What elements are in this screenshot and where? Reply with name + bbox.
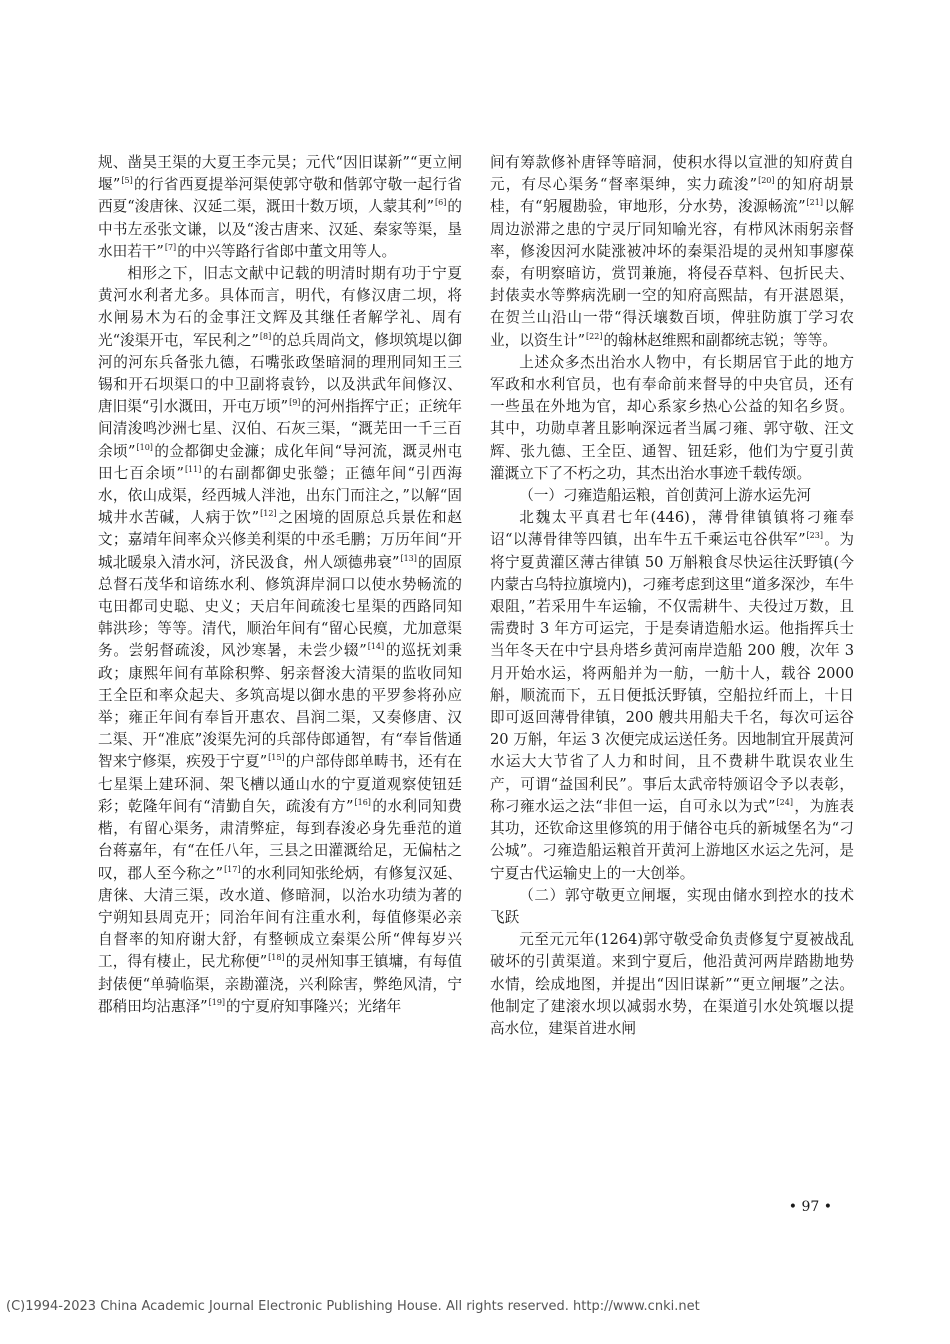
text-run: 规、凿昊王渠的大夏王李元昊；元代“因旧谋新”“更立闸堰” xyxy=(98,154,462,194)
text-run: 。为将宁夏黄灌区薄古律镇 50 万斛粮食尽快运往沃野镇(今内蒙古乌特拉旗境内)，刁雍考虑到这里“道多深沙，车牛艰阻，”若采用牛车运输，不仅需耕牛、夫役过万数，且需费时 3 年方可运完，于是奏请造船水运。他指挥兵士当年冬天在中宁县舟塔乡黄河南岸造船 200 艘，次年 3 月开始水运，将两船并为一舫，一舫十人，载谷 2000 斛，顺流而下，五日便抵沃野镇，空船拉纤而上，十日即可返回薄骨律镇，200 艘共用船夫千名，每次可运谷 20 万斛，年运 3 次便完成运送任务。因地制宜开展黄河水运大大节省了人力和时间，且不费耕牛耽误农业生产，可谓“益国利民”。事后太武帝特颁诏令予以表彰，称刁雍水运之法“非但一运，自可永以为式” xyxy=(490,531,854,815)
left-column xyxy=(98,152,462,1018)
text-run: 的水利同知费楷，有留心渠务，肃清弊症，每到春浚必身先垂范的道台蒋嘉年，有“在任八年，三县之田灌溉给足，无偏枯之叹，郡人至今称之” xyxy=(98,797,462,882)
text-run: 的户部侍郎单畴书，还有在七星渠上建环洞、架飞槽以通山水的宁夏道观察使钮廷彩；乾隆年间有“清勤自矢，疏浚有方” xyxy=(98,753,462,815)
page-number: • 97 • xyxy=(788,1199,832,1215)
section-heading: （一）刁雍造船运粮，首创黄河上游水运先河 xyxy=(519,487,812,505)
citation-ref: [20] xyxy=(758,176,775,186)
citation-ref: [6] xyxy=(435,198,447,208)
citation-ref: [17] xyxy=(224,864,241,874)
text-run: 的河州指挥宁正；正统年间清浚鸣沙洲七星、汉伯、石灰三渠，“溉芜田一千三百余顷” xyxy=(98,398,462,460)
citation-ref: [9] xyxy=(289,398,301,408)
text-run: 的宁夏府知事隆兴；光绪年 xyxy=(226,997,402,1015)
text-run: 以解周边淤滞之患的宁灵厅同知喻光容，有栉风沐雨躬亲督率，修浚因河水陡涨被冲坏的秦渠沿堤的灵州知事廖葆泰，有明察暗访，赏罚兼施，将侵吞草料、包折民夫、封俵卖水等弊病洗刷一空的知府高熙喆，有开湛恩渠，在贺兰山沿山一带“得沃壤数百顷，俾驻防旗丁学习农业，以资生计” xyxy=(490,198,854,349)
citation-ref: [23] xyxy=(806,531,823,541)
right-column xyxy=(490,152,854,1040)
text-run: 的佥都御史金濂；成化年间“导河流，溉灵州屯田七百余顷” xyxy=(98,442,462,482)
paragraph: 元至元元年(1264)郭守敬受命负责修复宁夏被战乱破坏的引黄渠道。来到宁夏后，他沿黄河两岸踏勘地势水情，绘成地图，并提出“因旧谋新”“更立闸堰”之法。他制定了建滚水坝以减弱水势，在渠道引水处筑堰以提高水位，建渠首进水闸 xyxy=(490,931,854,1037)
text-run: 北魏太平真君七年(446)，薄骨律镇镇将刁雍奉诏“以薄骨律等四镇，出车牛五千乘运屯谷供军” xyxy=(490,509,854,549)
text-run: 相形之下，旧志文献中记载的明清时期有功于宁夏黄河水利者尤多。具体而言，明代，有修汉唐二坝，将水闸易木为石的金事汪文辉及其继任者解学礼、周有光“浚渠开屯，军民利之” xyxy=(98,265,462,349)
citation-ref: [8] xyxy=(259,331,272,341)
citation-ref: [10] xyxy=(136,442,153,452)
citation-ref: [7] xyxy=(164,242,177,252)
paragraph xyxy=(490,507,854,884)
text-run: 的翰林赵维熙和副都统志锐；等等。 xyxy=(603,331,837,349)
paragraph xyxy=(98,152,462,263)
citation-ref: [18] xyxy=(268,953,285,963)
text-run: 的固原总督石茂华和谙练水利、修筑湃岸洞口以使水势畅流的屯田都司史聪、史义；天启年间疏浚七星渠的西路同知韩洪珍；等等。清代，顺治年间有“留心民瘼，尤加意渠务。尝躬督疏浚，风沙寒暑，未尝少辍” xyxy=(98,553,462,660)
citation-ref: [15] xyxy=(268,753,285,763)
section-heading: （二）郭守敬更立闸堰，实现由储水到控水的技术飞跃 xyxy=(490,886,854,926)
paragraph: 上述众多杰出治水人物中，有长期居官于此的地方军政和水利官员，也有奉命前来督导的中央官员，还有一些虽在外地为官，却心系家乡热心公益的知名乡贤。其中，功勋卓著且影响深远者当属刁雍、郭守敬、汪文辉、张九德、王全臣、通智、钮廷彩，他们为宁夏引黄灌溉立下了不朽之功，其杰出治水事迹千载传颂。 xyxy=(490,353,854,482)
citation-ref: [22] xyxy=(586,331,603,341)
text-run: 的灵州知事王镇墉，有每值封俵便“单骑临渠，亲勘灌浇，兴利除害，弊绝风清，宁郡稍田均沾惠泽” xyxy=(98,953,462,1015)
citation-ref: [21] xyxy=(806,198,823,208)
citation-ref: [5] xyxy=(121,176,133,186)
text-run: 之困境的固原总兵景佐和赵文；嘉靖年间率众兴修美利渠的中丞毛鹏；万历年间“开城北暖泉入清水河，济民汲食，州人颂德弗衰” xyxy=(98,509,462,571)
copyright-footer: (C)1994-2023 China Academic Journal Electronic Publishing House. All rights reserved. http://www.cnki.net xyxy=(6,1299,700,1314)
citation-ref: [11] xyxy=(184,464,202,474)
paragraph xyxy=(98,263,462,1018)
text-run: 的巡抚刘秉政；康熙年间有革除积弊、躬亲督浚大清渠的监收同知王全臣和率众起夫、多筑高堤以御水患的平罗参将孙应举；雍正年间有奉旨开惠农、昌润二渠，又奏修唐、汉二渠、开“准底”浚渠先河的兵部侍郎通智，有“奉旨偕通智来宁修渠，疾殁于宁夏” xyxy=(98,642,462,771)
text-run: 的中兴等路行省郎中董文用等人。 xyxy=(177,242,397,260)
citation-ref: [14] xyxy=(367,642,385,652)
citation-ref: [16] xyxy=(354,797,371,807)
citation-ref: [12] xyxy=(260,509,277,519)
text-run: 的水利同知张纶炳，有修复汉延、唐徕、大清三渠，改水道、修暗洞，以治水功绩为著的宁朔知县周克开；同治年间有注重水利，每值修渠必亲自督率的知府谢大舒，有整顿成立秦渠公所“俾每岁兴工，得有棲止，民尤称便” xyxy=(98,864,462,971)
citation-ref: [13] xyxy=(400,553,417,563)
paragraph xyxy=(490,152,854,352)
citation-ref: [19] xyxy=(208,997,226,1007)
text-run: 间有筹款修补唐铎等暗洞，使积水得以宣泄的知府黄自元，有尽心渠务“督率渠绅，实力疏浚” xyxy=(490,154,854,194)
text-run: 的总兵周尚文，修坝筑堤以御河的河东兵备张九德，石嘴张政堡暗洞的理刑同知王三锡和开石坝渠口的中卫副将袁钤，以及洪武年间修汉、唐旧渠“引水溉田，开屯万顷” xyxy=(98,331,462,416)
text-run: 的中书左丞张文谦，以及“浚古唐来、汉延、秦家等渠，垦水田若干” xyxy=(98,198,462,260)
citation-ref: [24] xyxy=(776,797,793,807)
text-run: 的知府胡景桂，有“躬履勘验，审地形，分水势，浚源畅流” xyxy=(490,176,854,216)
text-run: 的行省西夏提举河渠使郭守敬和偕郭守敬一起行省西夏“浚唐徕、汉延二渠，溉田十数万顷，人蒙其利” xyxy=(98,176,462,216)
text-run: ，为旌表其功，还钦命这里修筑的用于储谷屯兵的新城堡名为“刁公城”。刁雍造船运粮首开黄河上游地区水运之先河，是宁夏古代运输史上的一大创举。 xyxy=(490,797,854,882)
text-run: 的右副都御史张鎣；正德年间“引西海水，依山成渠，经西城人泮池，出东门而注之，”以解“固城井水苦碱，人病于饮” xyxy=(98,464,462,527)
